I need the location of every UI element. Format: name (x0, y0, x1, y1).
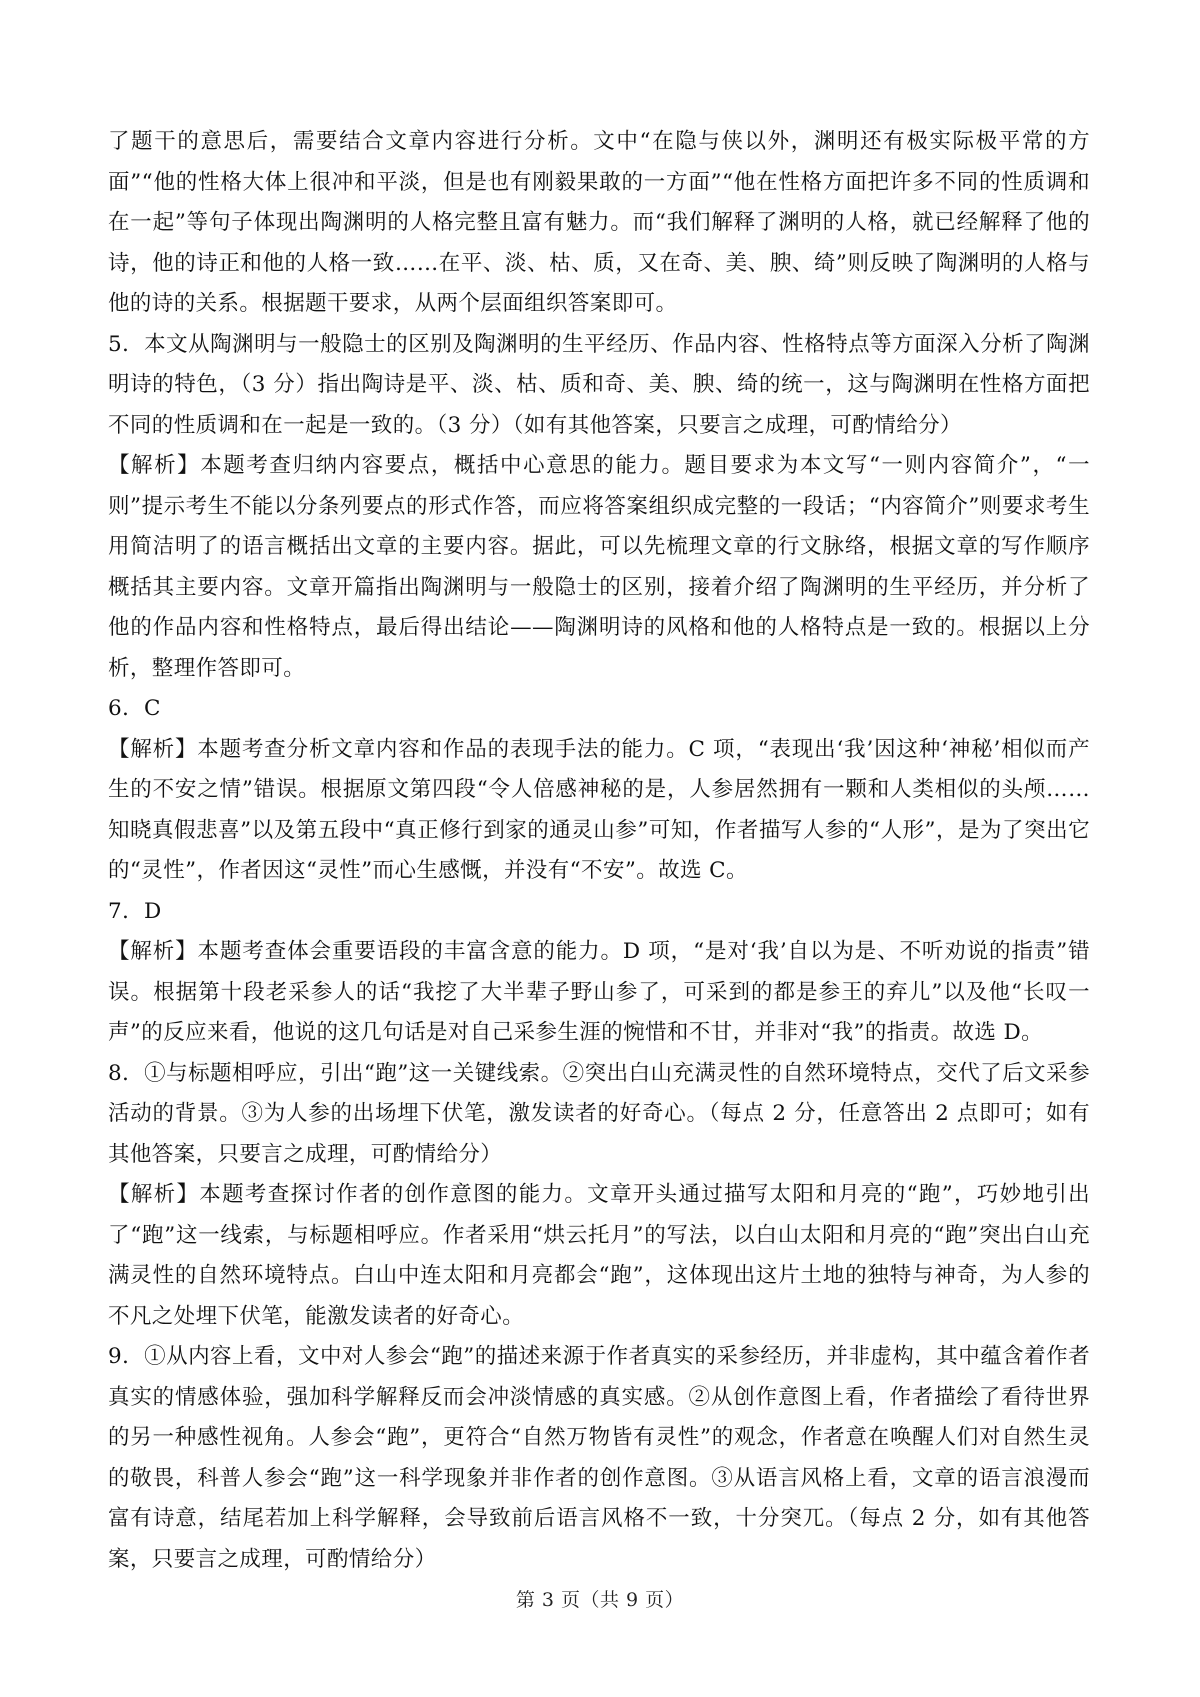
analysis-5: 【解析】本题考查归纳内容要点，概括中心意思的能力。题目要求为本文写“一则内容简介”，“一则”提示考生不能以分条列要点的形式作答，而应将答案组织成完整的一段话；“内容简介”则要求考生用简洁明了的语言概括出文章的主要内容。据此，可以先梳理文章的行文脉络，根据文章的写作顺序概括其主要内容。文章开篇指出陶渊明与一般隐士的区别，接着介绍了陶渊明的生平经历，并分析了他的作品内容和性格特点，最后得出结论——陶渊明诗的风格和他的人格特点是一致的。根据以上分析，整理作答即可。 (108, 453, 1090, 681)
analysis-8: 【解析】本题考查探讨作者的创作意图的能力。文章开头通过描写太阳和月亮的“跑”，巧妙地引出了“跑”这一线索，与标题相呼应。作者采用“烘云托月”的写法，以白山太阳和月亮的“跑”突出白山充满灵性的自然环境特点。白山中连太阳和月亮都会“跑”，这体现出这片土地的独特与神奇，为人参的不凡之处埋下伏笔，能激发读者的好奇心。 (108, 1182, 1090, 1329)
answer-content (108, 122, 1090, 1580)
answer-6: 6．C (108, 696, 161, 721)
paragraph-continuation: 了题干的意思后，需要结合文章内容进行分析。文中“在隐与侠以外，渊明还有极实际极平常的方面”“他的性格大体上很冲和平淡，但是也有刚毅果敢的一方面”“他在性格方面把许多不同的性质调和在一起”等句子体现出陶渊明的人格完整且富有魅力。而“我们解释了渊明的人格，就已经解释了他的诗，他的诗正和他的人格一致……在平、淡、枯、质，又在奇、美、腴、绮”则反映了陶渊明的人格与他的诗的关系。根据题干要求，从两个层面组织答案即可。 (108, 129, 1090, 316)
answer-5: 5．本文从陶渊明与一般隐士的区别及陶渊明的生平经历、作品内容、性格特点等方面深入分析了陶渊明诗的特色，（3 分）指出陶诗是平、淡、枯、质和奇、美、腴、绮的统一，这与陶渊明在性格方面把不同的性质调和在一起是一致的。（3 分）（如有其他答案，只要言之成理，可酌情给分） (108, 331, 1090, 438)
analysis-6: 【解析】本题考查分析文章内容和作品的表现手法的能力。C 项，“表现出‘我’因这种‘神秘’相似而产生的不安之情”错误。根据原文第四段“令人倍感神秘的是，人参居然拥有一颗和人类相似的头颅……知晓真假悲喜”以及第五段中“真正修行到家的通灵山参”可知，作者描写人参的“人形”，是为了突出它的“灵性”，作者因这“灵性”而心生感慨，并没有“不安”。故选 C。 (108, 736, 1090, 883)
answer-7: 7．D (108, 898, 162, 924)
page-footer: 第 3 页（共 9 页） (515, 1589, 685, 1611)
answer-9: 9．①从内容上看，文中对人参会“跑”的描述来源于作者真实的采参经历，并非虚构，其中蕴含着作者真实的情感体验，强加科学解释反而会冲淡情感的真实感。②从创作意图上看，作者描绘了看待世界的另一种感性视角。人参会“跑”，更符合“自然万物皆有灵性”的观念，作者意在唤醒人们对自然生灵的敬畏，科普人参会“跑”这一科学现象并非作者的创作意图。③从语言风格上看，文章的语言浪漫而富有诗意，结尾若加上科学解释，会导致前后语言风格不一致，十分突兀。（每点 2 分，如有其他答案，只要言之成理，可酌情给分） (108, 1344, 1090, 1572)
answer-8: 8．①与标题相呼应，引出“跑”这一关键线索。②突出白山充满灵性的自然环境特点，交代了后文采参活动的背景。③为人参的出场埋下伏笔，激发读者的好奇心。（每点 2 分，任意答出 2 点即可；如有其他答案，只要言之成理，可酌情给分） (108, 1060, 1090, 1167)
analysis-7: 【解析】本题考查体会重要语段的丰富含意的能力。D 项，“是对‘我’自以为是、不听劝说的指责”错误。根据第十段老采参人的话“我挖了大半辈子野山参了，可采到的都是参王的弃儿”以及他“长叹一声”的反应来看，他说的这几句话是对自己采参生涯的惋惜和不甘，并非对“我”的指责。故选 D。 (108, 939, 1090, 1045)
